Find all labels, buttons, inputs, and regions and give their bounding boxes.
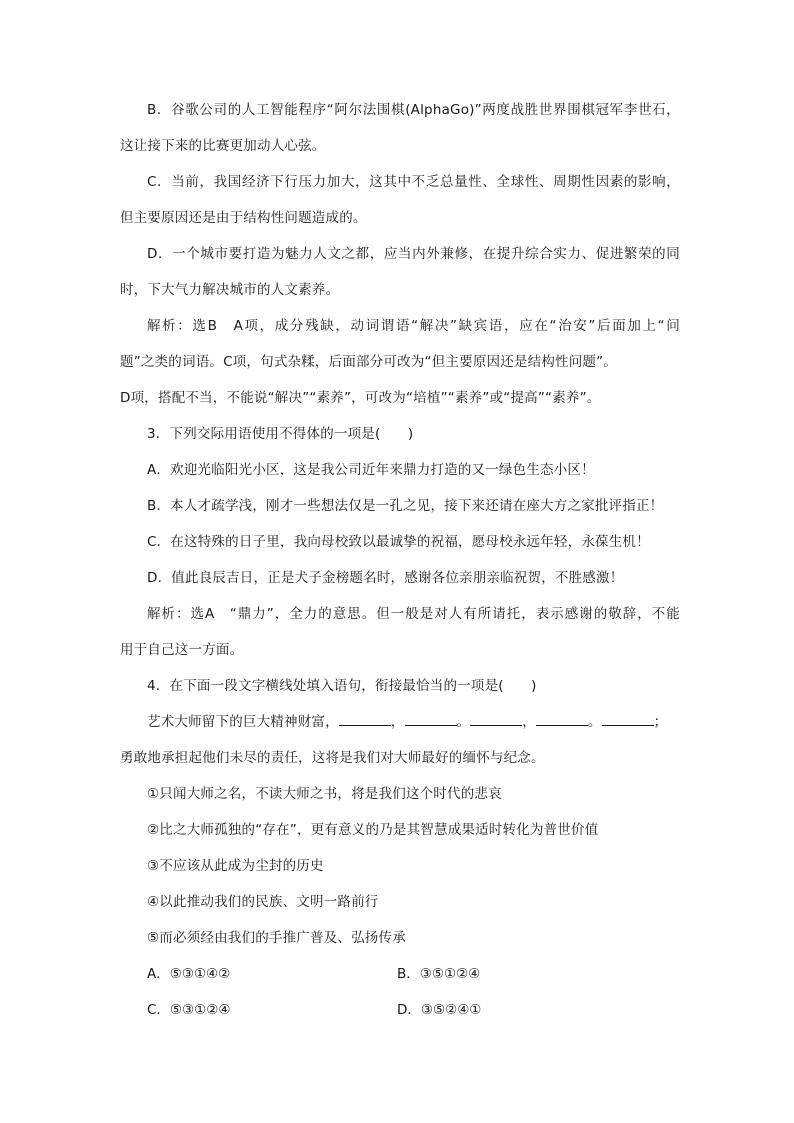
list-item-4: ④以此推动我们的民族、文明一路前行 xyxy=(147,894,379,910)
blank-2 xyxy=(405,713,457,726)
q4-option-c: C．⑤③①②④ xyxy=(147,1002,231,1018)
q4-option-b: B．③⑤①②④ xyxy=(397,966,481,982)
analysis-2-line2: 题”之类的词语。C项，句式杂糅，后面部分可改为“但主要原因还是结构性问题”。 xyxy=(120,354,618,370)
passage-sep: ， xyxy=(390,714,405,730)
q3-option-d: D．值此良辰吉日，正是犬子金榜题名时，感谢各位亲朋亲临祝贺，不胜感激！ xyxy=(147,570,624,586)
option-b-line1: B．谷歌公司的人工智能程序“阿尔法围棋(AlphaGo)”两度战胜世界围棋冠军李世石， xyxy=(147,102,680,118)
analysis-3-line2: 用于自己这一方面。 xyxy=(120,642,244,658)
passage-line2: 勇敢地承担起他们未尽的责任，这将是我们对大师最好的缅怀与纪念。 xyxy=(120,750,545,766)
option-b-line2: 这让接下来的比赛更加动人心弦。 xyxy=(120,138,326,154)
option-d-line1: D．一个城市要打造为魅力人文之都，应当内外兼修，在提升综合实力、促进繁荣的同 xyxy=(147,246,680,262)
q3-option-c: C．在这特殊的日子里，我向母校致以最诚挚的祝福，愿母校永远年轻，永葆生机！ xyxy=(147,534,650,550)
q3-option-b: B．本人才疏学浅，刚才一些想法仅是一孔之见，接下来还请在座大方之家批评指正！ xyxy=(147,498,664,514)
list-item-3: ③不应该从此成为尘封的历史 xyxy=(147,858,324,874)
passage-sep: ； xyxy=(653,714,668,730)
option-d-line2: 时，下大气力解决城市的人文素养。 xyxy=(120,282,340,298)
option-c-line1: C．当前，我国经济下行压力加大，这其中不乏总量性、全球性、周期性因素的影响， xyxy=(147,174,680,190)
passage-sep: ， xyxy=(522,714,536,730)
analysis-2-line1: 解析：选B A项，成分残缺，动词谓语“解决”缺宾语，应在“治安”后面加上“问 xyxy=(147,318,680,334)
list-item-5: ⑤而必须经由我们的手推广普及、弘扬传承 xyxy=(147,930,406,946)
passage-sep: 。 xyxy=(587,714,602,730)
q4-option-d: D．③⑤②④① xyxy=(397,1002,482,1018)
blank-4 xyxy=(536,713,588,726)
analysis-3-line1: 解析：选A “鼎力”，全力的意思。但一般是对人有所请托，表示感谢的敬辞，不能 xyxy=(147,606,680,622)
question-4-title: 4．在下面一段文字横线处填入语句，衔接最恰当的一项是( ) xyxy=(147,678,537,694)
list-item-2: ②比之大师孤独的“存在”，更有意义的乃是其智慧成果适时转化为普世价值 xyxy=(147,822,599,838)
blank-5 xyxy=(602,713,654,726)
q3-option-a: A．欢迎光临阳光小区，这是我公司近年来鼎力打造的又一绿色生态小区！ xyxy=(147,462,595,478)
list-item-1: ①只闻大师之名，不读大师之书，将是我们这个时代的悲哀 xyxy=(147,786,502,802)
blank-1 xyxy=(339,713,391,726)
blank-3 xyxy=(470,713,522,726)
option-c-line2: 但主要原因还是由于结构性问题造成的。 xyxy=(120,210,367,226)
analysis-2-line3: D项，搭配不当，不能说“解决”“素养”，可改为“培植”“素养”或“提高”“素养”。 xyxy=(120,390,601,406)
question-3-title: 3．下列交际用语使用不得体的一项是( ) xyxy=(147,426,414,442)
passage-sep: 。 xyxy=(456,714,471,730)
passage-line1 xyxy=(147,712,680,732)
q4-option-a: A．⑤③①④② xyxy=(147,966,231,982)
passage-intro: 艺术大师留下的巨大精神财富， xyxy=(147,714,339,730)
